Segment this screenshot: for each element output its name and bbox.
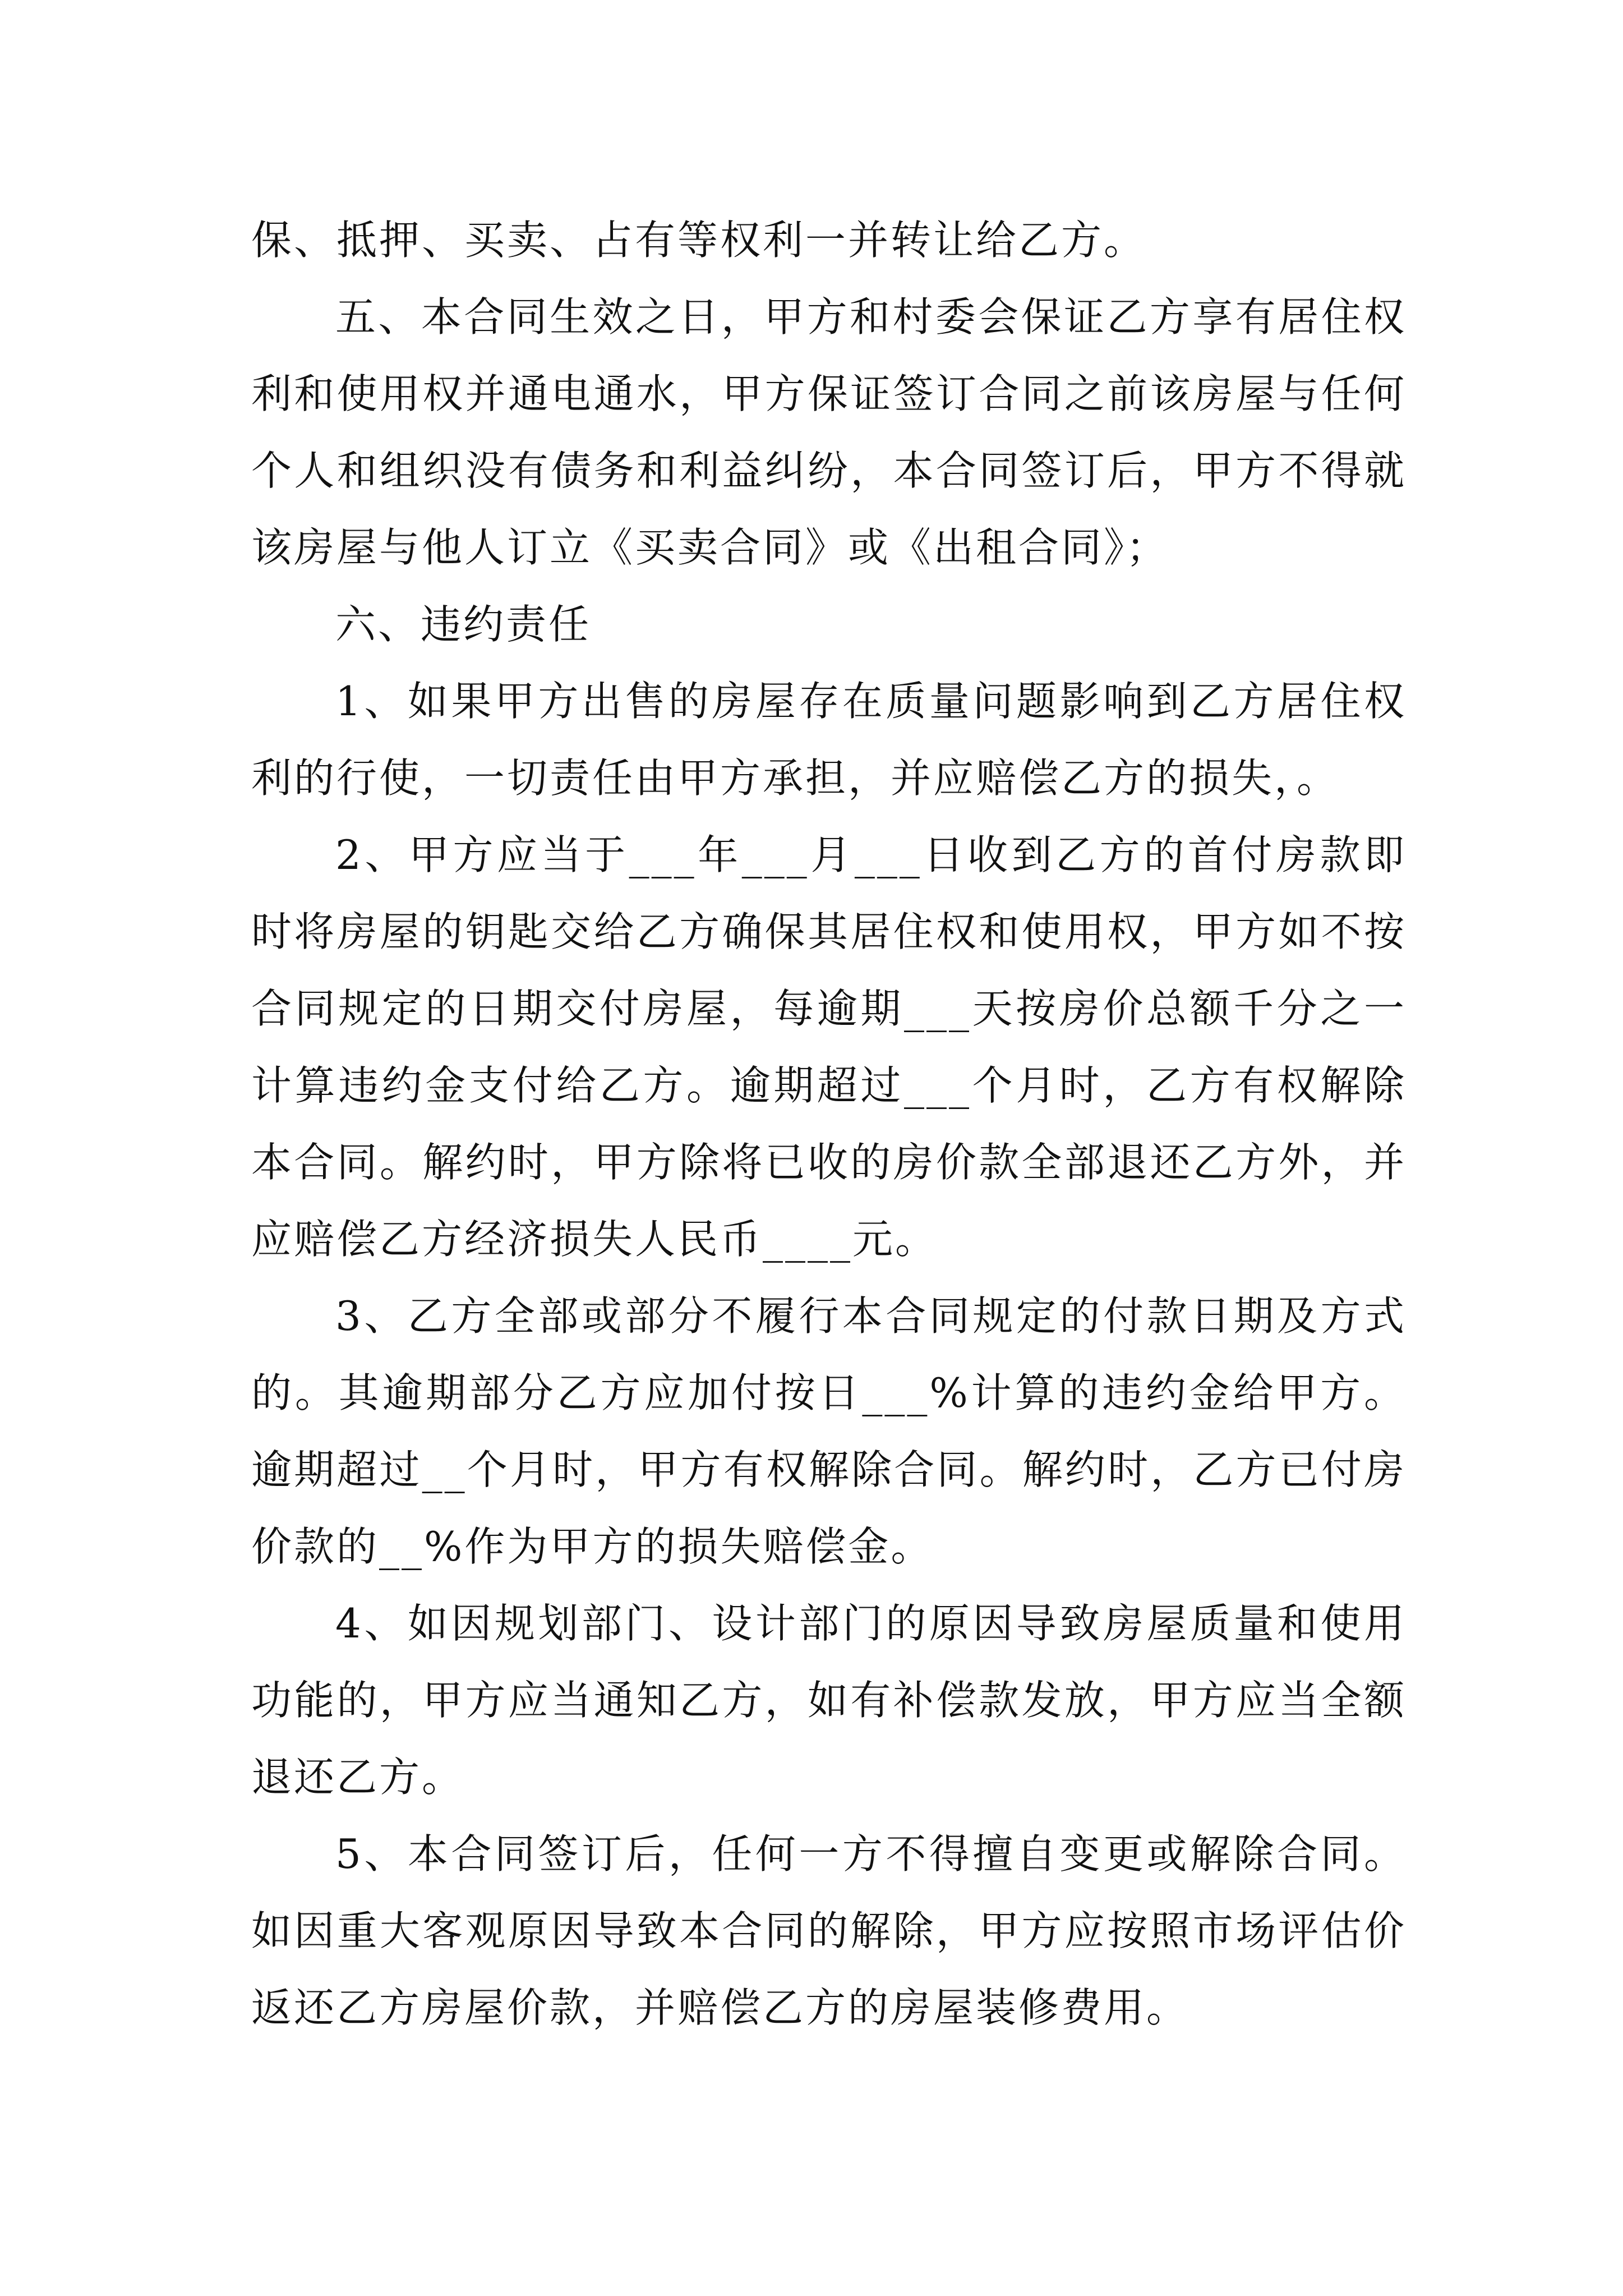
paragraph-continuation: 保、抵押、买卖、占有等权利一并转让给乙方。 xyxy=(251,217,1147,264)
paragraph-clause-5: 五、本合同生效之日，甲方和村委会保证乙方享有居住权利和使用权并通电通水，甲方保证签订合同之前该房屋与任何个人和组织没有债务和利益纠纷，本合同签订后，甲方不得就该房屋与他人订立《买卖合同》或《出租合同》； xyxy=(251,293,1407,571)
paragraph-item-4: 4、如因规划部门、设计部门的原因导致房屋质量和使用功能的，甲方应当通知乙方，如有补偿款发放，甲方应当全额退还乙方。 xyxy=(251,1600,1407,1801)
paragraph-item-5: 5、本合同签订后，任何一方不得擅自变更或解除合同。如因重大客观原因导致本合同的解除，甲方应按照市场评估价返还乙方房屋价款，并赔偿乙方的房屋装修费用。 xyxy=(251,1830,1407,2031)
paragraph-item-1: 1、如果甲方出售的房屋存在质量问题影响到乙方居住权利的行使，一切责任由甲方承担，并应赔偿乙方的损失，。 xyxy=(251,678,1407,802)
section-heading-breach: 六、违约责任 xyxy=(335,601,592,648)
document-body xyxy=(251,202,1407,2046)
paragraph-item-3: 3、乙方全部或部分不履行本合同规定的付款日期及方式的。其逾期部分乙方应加付按日___%计算的违约金给甲方。逾期超过__个月时，甲方有权解除合同。解约时，乙方已付房价款的__%作为甲方的损失赔偿金。 xyxy=(251,1292,1407,1570)
paragraph-item-2: 2、甲方应当于___年___月___日收到乙方的首付房款即时将房屋的钥匙交给乙方确保其居住权和使用权，甲方如不按合同规定的日期交付房屋，每逾期___天按房价总额千分之一计算违约金支付给乙方。逾期超过___个月时，乙方有权解除本合同。解约时，甲方除将已收的房价款全部退还乙方外，并应赔偿乙方经济损失人民币____元。 xyxy=(251,831,1407,1263)
